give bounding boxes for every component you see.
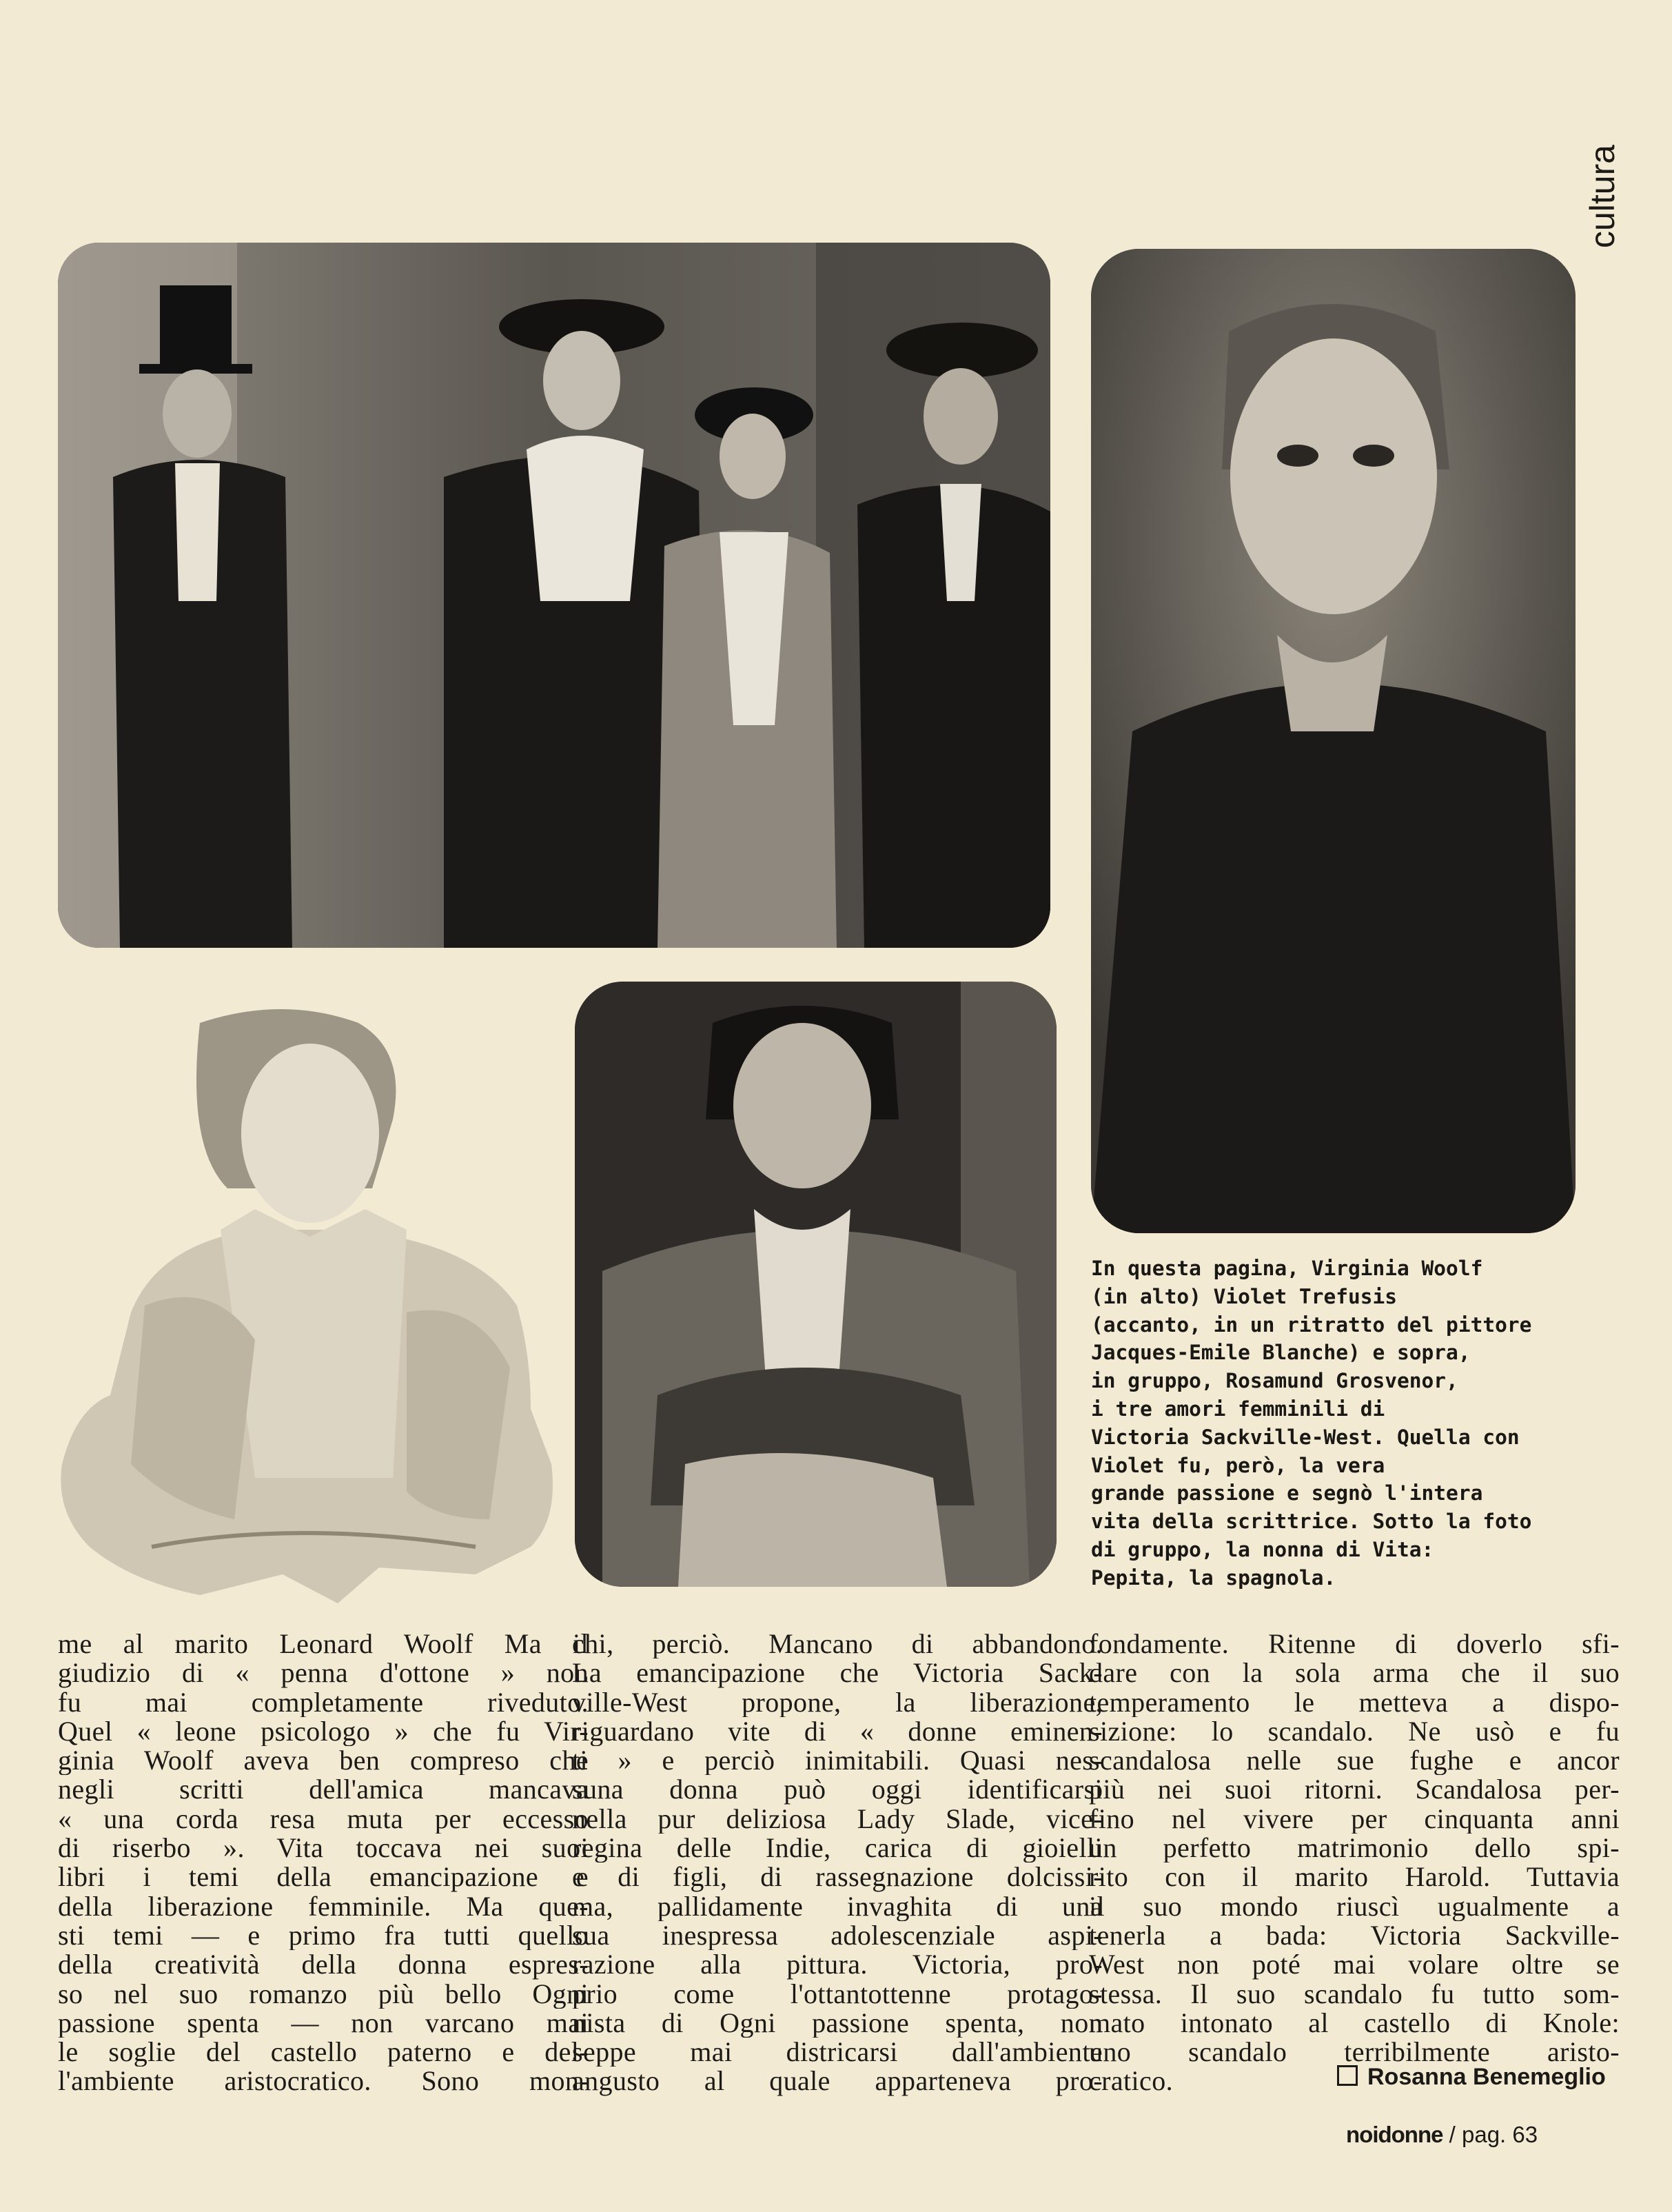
article-line: suna donna può oggi identificarsi [572,1775,1103,1805]
caption-line: Jacques-Emile Blanche) e sopra, [1091,1341,1471,1365]
article-line: più nei suoi ritorni. Scandalosa per- [1089,1775,1620,1805]
woolf-portrait [1091,249,1576,1233]
article-line: riguardano vite di « donne eminen- [572,1716,1103,1747]
byline [1337,2064,1606,2091]
article-line: seppe mai districarsi dall'ambiente [572,2038,1103,2067]
page-number: pag. 63 [1461,2122,1538,2147]
article-line: giudizio di « penna d'ottone » non [58,1658,589,1688]
article-line: l'ambiente aristocratico. Sono mon- [58,2067,589,2096]
article-line: ginia Woolf aveva ben compreso che [58,1746,589,1776]
article-line: fu mai completamente riveduto. [58,1687,589,1717]
article-line: « una corda resa muta per eccesso [58,1804,589,1834]
photo-caption [1091,1255,1532,1592]
article-line: libri i temi della emancipazione e [58,1863,589,1892]
article-line: cratico. [1089,2067,1174,2096]
article-line: ti » e perciò inimitabili. Quasi nes- [572,1746,1103,1776]
article-line: West non poté mai volare oltre se [1089,1950,1620,1980]
article-column-3 [1089,1630,1620,2096]
article-line: un perfetto matrimonio dello spi- [1089,1834,1620,1863]
article-line: rito con il marito Harold. Tuttavia [1089,1863,1620,1892]
article-line: regina delle Indie, carica di gioielli [572,1834,1103,1863]
caption-line: Pepita, la spagnola. [1091,1565,1336,1590]
article-line: nella pur deliziosa Lady Slade, vice- [572,1804,1103,1834]
article-line: chi, perciò. Mancano di abbandono. [572,1630,1103,1659]
article-line: so nel suo romanzo più bello Ogni [58,1979,589,2009]
caption-line: (in alto) Violet Trefusis [1091,1284,1398,1308]
article-column-1 [58,1630,589,2096]
article-line: uno scandalo terribilmente aristo- [1089,2038,1620,2067]
article-line: prio come l'ottantottenne protago- [572,1979,1103,2009]
article-line: negli scritti dell'amica mancava [58,1775,589,1805]
article-line: della liberazione femminile. Ma que- [58,1891,589,1921]
magazine-name: noidonne [1346,2122,1443,2147]
caption-line: i tre amori femminili di [1091,1397,1385,1421]
article-column-2 [572,1630,1103,2096]
article-line: dare con la sola arma che il suo [1089,1658,1620,1688]
caption-line: di gruppo, la nonna di Vita: [1091,1537,1434,1561]
caption-line: vita della scrittrice. Sotto la foto [1091,1510,1532,1534]
article-line: mato intonato al castello di Knole: [1089,2008,1620,2038]
article-line: passione spenta — non varcano mai [58,2008,589,2038]
trefusis-portrait [575,982,1057,1587]
article-line: tenerla a bada: Victoria Sackville- [1089,1920,1620,1951]
article-line: me al marito Leonard Woolf Ma il [58,1630,589,1659]
article-line: sua inespressa adolescenziale aspi- [572,1920,1103,1951]
article-line: angusto al quale apparteneva pro- [572,2067,1103,2096]
article-line: fondamente. Ritenne di doverlo sfi- [1089,1630,1620,1659]
section-label: cultura [1583,144,1622,248]
group-photo [58,243,1050,948]
article-line: temperamento le metteva a dispo- [1089,1687,1620,1717]
article-line: La emancipazione che Victoria Sack- [572,1658,1103,1688]
article-line: e di figli, di rassegnazione dolcissi- [572,1863,1103,1892]
end-mark-icon [1337,2065,1358,2086]
article-line: il suo mondo riuscì ugualmente a [1089,1891,1620,1921]
article-line: ma, pallidamente invaghita di una [572,1891,1103,1921]
article-line: Quel « leone psicologo » che fu Vir- [58,1716,589,1747]
footer-separator: / [1449,2122,1456,2147]
article-line: razione alla pittura. Victoria, pro- [572,1950,1103,1980]
article-line: scandalosa nelle sue fughe e ancor [1089,1746,1620,1776]
article-line: fino nel vivere per cinquanta anni [1089,1804,1620,1834]
article-line: le soglie del castello paterno e del- [58,2038,589,2067]
pepita-engraving [48,982,572,1603]
article-line: di riserbo ». Vita toccava nei suoi [58,1834,589,1863]
page-footer [1346,2122,1538,2148]
caption-line: In questa pagina, Virginia Woolf [1091,1257,1483,1280]
caption-line: grande passione e segnò l'intera [1091,1481,1483,1505]
article-line: nista di Ogni passione spenta, non [572,2008,1103,2038]
caption-line: in gruppo, Rosamund Grosvenor, [1091,1369,1458,1393]
article-line: sti temi — e primo fra tutti quello [58,1920,589,1951]
article-line: sizione: lo scandalo. Ne usò e fu [1089,1716,1620,1747]
caption-line: (accanto, in un ritratto del pittore [1091,1312,1532,1337]
article-line: ville-West propone, la liberazione, [572,1687,1103,1717]
caption-line: Victoria Sackville-West. Quella con [1091,1425,1520,1449]
caption-line: Violet fu, però, la vera [1091,1453,1385,1477]
author-name: Rosanna Benemeglio [1367,2064,1606,2090]
article-line: stessa. Il suo scandalo fu tutto som- [1089,1979,1620,2009]
article-line: della creatività della donna espres- [58,1950,589,1980]
